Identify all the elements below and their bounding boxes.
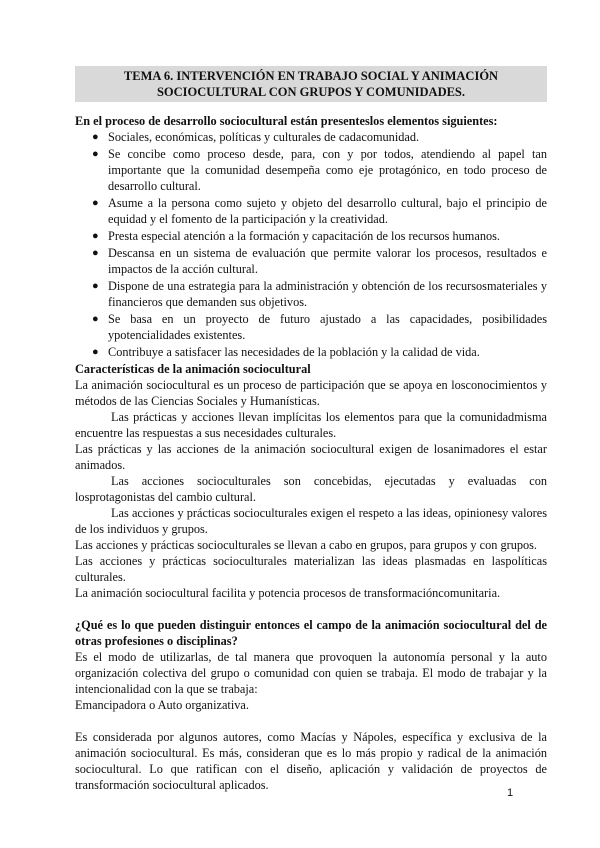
list-item: ● Sociales, económicas, políticas y culturales de cadacomunidad. <box>92 130 420 144</box>
bullet-icon: ● <box>92 247 99 259</box>
page-title <box>75 66 547 102</box>
page-number: 1 <box>506 787 514 799</box>
paragraph: Es el modo de utilizarlas, de tal manera que provoquen la autonomía personal y la auto organización colectiva del grupo o comunidad con quien se trabaja. El modo de trabajar y la intencionalidad con la que se trabaja: <box>75 650 547 696</box>
paragraph: Las prácticas y las acciones de la animación sociocultural exigen de losanimadores el estar animados. <box>75 442 547 472</box>
intro-heading: En el proceso de desarrollo sociocultural están presenteslos elementos siguientes: <box>75 114 498 128</box>
title-line-2: SOCIOCULTURAL CON GRUPOS Y COMUNIDADES. <box>156 85 466 99</box>
paragraph: Es considerada por algunos autores, como Macías y Nápoles, específica y exclusiva de la animación sociocultural. Es más, consideran que es lo más propio y radical de la animación sociocultural. Lo que ratifican con el diseño, aplicación y validación de proyectos de transformación sociocultural aplicados. <box>75 730 547 792</box>
list-item: ● Dispone de una estrategia para la administración y obtención de los recursosmateriales y financieros que demanden sus objetivos. <box>92 279 547 309</box>
section-heading-question: ¿Qué es lo que pueden distinguir entonces el campo de la animación sociocultural del de otras profesiones o disciplinas? <box>75 618 547 648</box>
spacer <box>75 601 547 617</box>
document-body <box>75 113 547 793</box>
paragraph: Las prácticas y acciones llevan implícitas los elementos para que la comunidadmisma encuentre las respuestas a sus necesidades culturales. <box>75 410 547 440</box>
list-item: ● Se basa en un proyecto de futuro ajustado a las capacidades, posibilidades ypotencialidades existentes. <box>92 312 547 342</box>
bullet-icon: ● <box>92 280 99 292</box>
paragraph-line: Emancipadora o Auto organizativa. <box>75 698 249 712</box>
paragraph: Las acciones y prácticas socioculturales exigen el respeto a las ideas, opinionesy valores de los individuos y grupos. <box>75 506 547 536</box>
paragraph: Las acciones y prácticas socioculturales materializan las ideas plasmadas en laspolíticas culturales. <box>75 554 547 584</box>
paragraph: Las acciones socioculturales son concebidas, ejecutadas y evaluadas con losprotagonistas del cambio cultural. <box>75 474 547 504</box>
bullet-icon: ● <box>92 346 99 358</box>
bullet-icon: ● <box>92 197 99 209</box>
list-item: ● Se concibe como proceso desde, para, con y por todos, atendiendo al papel tan importante que la comunidad desempeña como eje protagónico, en todo proceso de desarrollo cultural. <box>92 147 547 193</box>
paragraph: La animación sociocultural facilita y potencia procesos de transformacióncomunitaria. <box>75 586 501 600</box>
bullet-icon: ● <box>92 313 99 325</box>
list-item: ● Descansa en un sistema de evaluación que permite valorar los procesos, resultados e impactos de la acción cultural. <box>92 246 547 276</box>
section-heading-characteristics: Características de la animación sociocultural <box>75 362 311 376</box>
elements-list <box>75 129 547 360</box>
bullet-icon: ● <box>92 148 99 160</box>
list-item: ● Contribuye a satisfacer las necesidades de la población y la calidad de vida. <box>92 345 480 359</box>
bullet-icon: ● <box>92 230 99 242</box>
paragraph: La animación sociocultural es un proceso de participación que se apoya en losconocimientos y métodos de las Ciencias Sociales y Humanísticas. <box>75 378 547 408</box>
title-line-1: TEMA 6. INTERVENCIÓN EN TRABAJO SOCIAL Y ANIMACIÓN <box>123 69 499 83</box>
list-item: ● Presta especial atención a la formación y capacitación de los recursos humanos. <box>92 229 500 243</box>
paragraph: Las acciones y prácticas socioculturales se llevan a cabo en grupos, para grupos y con grupos. <box>75 538 537 552</box>
list-item: ● Asume a la persona como sujeto y objeto del desarrollo cultural, bajo el principio de equidad y el fomento de la participación y la creatividad. <box>92 196 547 226</box>
bullet-icon: ● <box>92 131 99 143</box>
spacer <box>75 713 547 729</box>
